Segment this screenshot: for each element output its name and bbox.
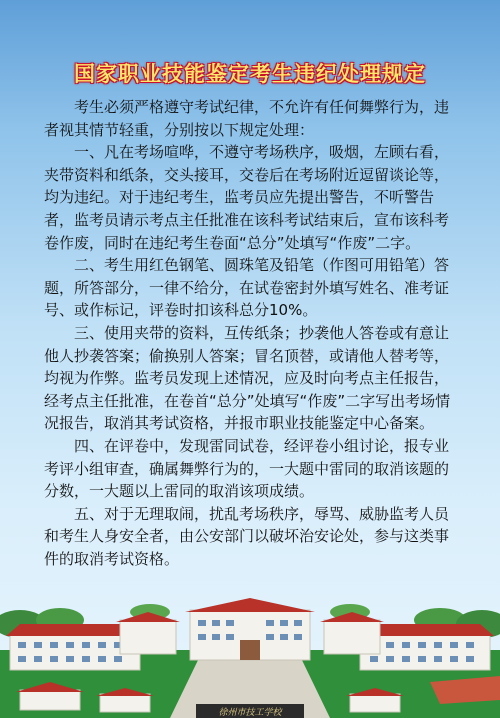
poster-title: 国家职业技能鉴定考生违纪处理规定 (74, 62, 426, 86)
rule-paragraph-4: 四、在评卷中，发现雷同试卷，经评卷小组讨论，报专业考评小组审查，确属舞弊行为的，一大题中雷同的取消该题的分数，一大题以上雷同的取消该项成绩。 (44, 436, 450, 501)
campus-illustration (0, 590, 500, 718)
intro-paragraph: 考生必须严格遵守考试纪律，不允许有任何舞弊行为，违者视其情节轻重，分别按以下规定处理： (44, 98, 450, 139)
school-gate-sign: 徐州市技工学校 (218, 708, 282, 718)
regulation-text (44, 96, 462, 570)
rule-paragraph-5: 五、对于无理取闹，扰乱考场秩序，辱骂、威胁监考人员和考生人身安全者，由公安部门以破坏治安论处，参与这类事件的取消考试资格。 (44, 504, 450, 568)
rule-paragraph-1: 一、凡在考场喧哗，不遵守考场秩序，吸烟，左顾右看，夹带资料和纸条，交头接耳，交卷后在考场附近逗留谈论等，均为违纪。对于违纪考生，监考员应先提出警告，不听警告者，监考员请示考点主任批准在该科考试结束后，宣布该科考卷作废，同时在违纪考生卷面“总分”处填写“作废”二字。 (44, 143, 450, 252)
rule-paragraph-3: 三、使用夹带的资料，互传纸条；抄袭他人答卷或有意让他人抄袭答案；偷换别人答案；冒名顶替，或请他人替考等，均视为作弊。监考员发现上述情况，应及时向考点主任报告，经考点主任批准，在卷首“总分”处填写“作废”二字写出考场情况报告，取消其考试资格，并报市职业技能鉴定中心备案。 (44, 323, 451, 433)
school-gate (196, 704, 304, 718)
main-building (185, 598, 315, 660)
rule-paragraph-2: 二、考生用红色钢笔、圆珠笔及铅笔（作图可用铅笔）答题，所答部分，一律不给分，在试卷密封外填写姓名、准考证号、或作标记，评卷时扣该科总分10%。 (44, 256, 450, 320)
